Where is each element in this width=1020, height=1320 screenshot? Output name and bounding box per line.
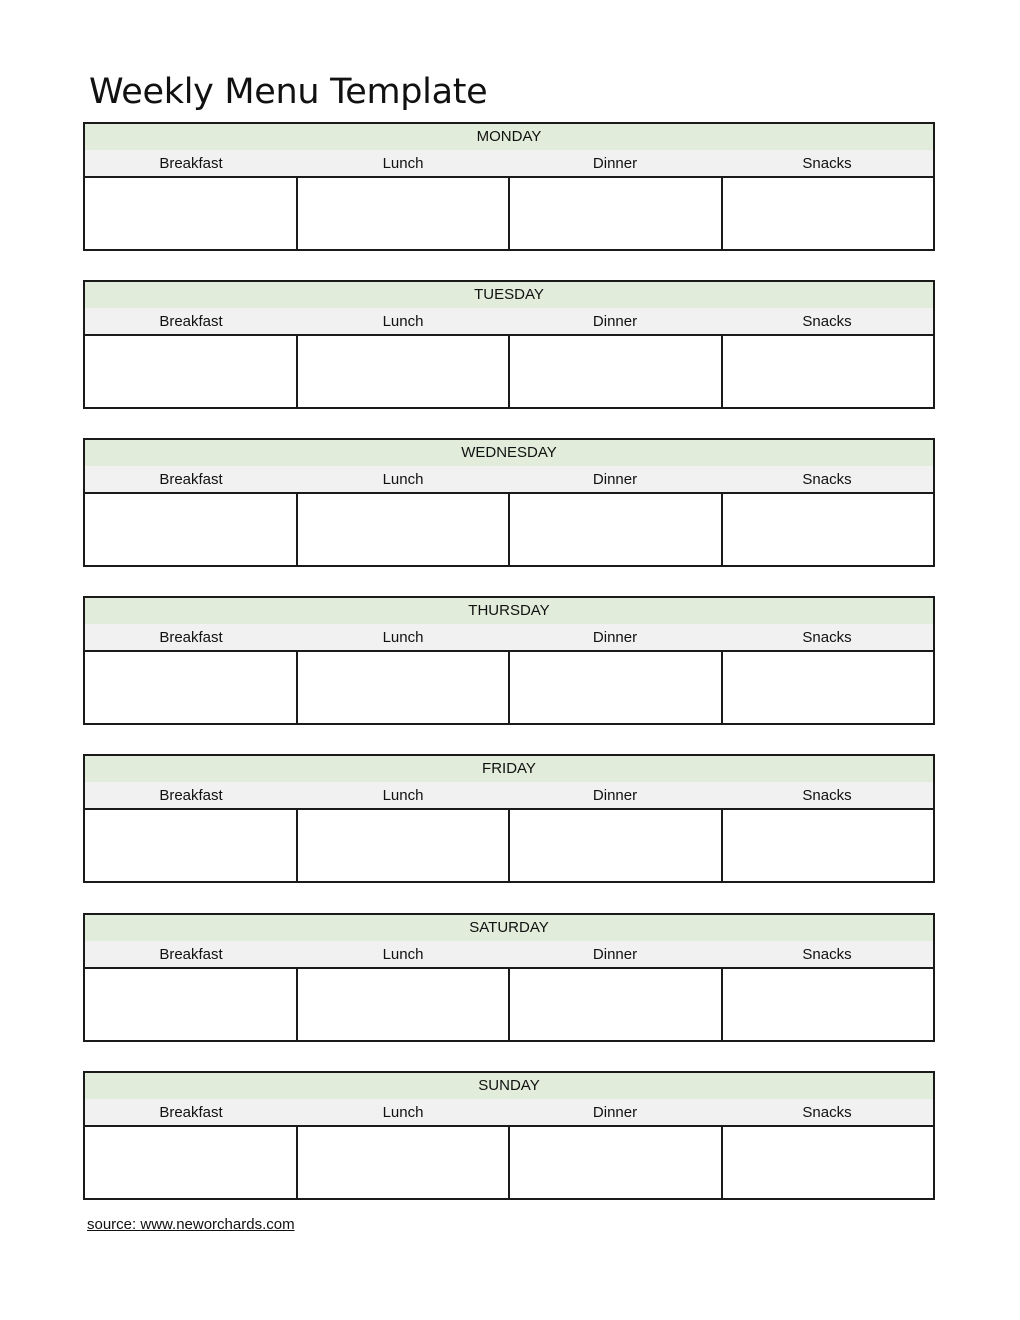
meal-cell-lunch[interactable] — [298, 810, 511, 883]
day-header: THURSDAY — [85, 598, 933, 624]
meal-cell-snacks[interactable] — [723, 336, 934, 409]
meal-cell-breakfast[interactable] — [85, 494, 298, 567]
meal-label-lunch: Lunch — [382, 1104, 424, 1121]
meal-cells-row — [85, 652, 933, 725]
meal-cell-lunch[interactable] — [298, 336, 511, 409]
meal-label-breakfast: Breakfast — [159, 787, 223, 804]
meal-label-lunch: Lunch — [382, 629, 424, 646]
meal-cell-breakfast[interactable] — [85, 178, 298, 251]
meal-label-breakfast: Breakfast — [159, 313, 223, 330]
meal-cell-lunch[interactable] — [298, 969, 511, 1042]
meal-label-dinner: Dinner — [592, 1104, 638, 1121]
meal-label-lunch: Lunch — [382, 787, 424, 804]
meal-cells-row — [85, 336, 933, 409]
meal-label-snacks: Snacks — [802, 629, 852, 646]
meal-cell-lunch[interactable] — [298, 652, 511, 725]
day-header: MONDAY — [85, 124, 933, 150]
meal-cell-dinner[interactable] — [510, 969, 723, 1042]
meal-label-breakfast: Breakfast — [159, 471, 223, 488]
meal-cell-snacks[interactable] — [723, 178, 934, 251]
meal-header-row — [85, 150, 933, 178]
meal-cells-row — [85, 969, 933, 1042]
meal-cell-breakfast[interactable] — [85, 810, 298, 883]
meal-cell-breakfast[interactable] — [85, 652, 298, 725]
meal-cell-snacks[interactable] — [723, 652, 934, 725]
meal-cell-breakfast[interactable] — [85, 1127, 298, 1200]
meal-header-row — [85, 782, 933, 810]
day-header: FRIDAY — [85, 756, 933, 782]
day-table-saturday — [83, 913, 935, 1042]
meal-label-dinner: Dinner — [592, 946, 638, 963]
meal-header-row — [85, 1099, 933, 1127]
meal-label-lunch: Lunch — [382, 471, 424, 488]
day-header: SATURDAY — [85, 915, 933, 941]
meal-label-snacks: Snacks — [802, 1104, 852, 1121]
meal-label-snacks: Snacks — [802, 313, 852, 330]
meal-cell-dinner[interactable] — [510, 810, 723, 883]
meal-label-dinner: Dinner — [592, 629, 638, 646]
day-table-thursday — [83, 596, 935, 725]
meal-cell-lunch[interactable] — [298, 1127, 511, 1200]
day-header: SUNDAY — [85, 1073, 933, 1099]
meal-cell-dinner[interactable] — [510, 494, 723, 567]
day-table-tuesday — [83, 280, 935, 409]
meal-label-breakfast: Breakfast — [159, 155, 223, 172]
meal-cell-dinner[interactable] — [510, 1127, 723, 1200]
meal-cells-row — [85, 810, 933, 883]
meal-header-row — [85, 624, 933, 652]
meal-label-lunch: Lunch — [382, 313, 424, 330]
meal-cell-breakfast[interactable] — [85, 969, 298, 1042]
meal-cell-lunch[interactable] — [298, 178, 511, 251]
meal-cell-dinner[interactable] — [510, 336, 723, 409]
meal-cell-snacks[interactable] — [723, 1127, 934, 1200]
meal-cell-snacks[interactable] — [723, 810, 934, 883]
meal-label-breakfast: Breakfast — [159, 1104, 223, 1121]
meal-cell-snacks[interactable] — [723, 969, 934, 1042]
meal-cell-lunch[interactable] — [298, 494, 511, 567]
meal-label-lunch: Lunch — [382, 155, 424, 172]
meal-cells-row — [85, 494, 933, 567]
meal-cell-dinner[interactable] — [510, 652, 723, 725]
meal-label-snacks: Snacks — [802, 471, 852, 488]
page-title: Weekly Menu Template — [89, 72, 488, 112]
meal-label-snacks: Snacks — [802, 787, 852, 804]
meal-label-dinner: Dinner — [592, 155, 638, 172]
source-link[interactable]: source: www.neworchards.com — [87, 1216, 295, 1233]
day-header: WEDNESDAY — [85, 440, 933, 466]
day-table-wednesday — [83, 438, 935, 567]
meal-header-row — [85, 466, 933, 494]
meal-label-breakfast: Breakfast — [159, 946, 223, 963]
meal-label-dinner: Dinner — [592, 313, 638, 330]
meal-cells-row — [85, 1127, 933, 1200]
meal-label-dinner: Dinner — [592, 787, 638, 804]
day-header: TUESDAY — [85, 282, 933, 308]
meal-label-breakfast: Breakfast — [159, 629, 223, 646]
meal-cells-row — [85, 178, 933, 251]
meal-label-snacks: Snacks — [802, 946, 852, 963]
meal-label-dinner: Dinner — [592, 471, 638, 488]
meal-label-lunch: Lunch — [382, 946, 424, 963]
day-table-friday — [83, 754, 935, 883]
day-table-sunday — [83, 1071, 935, 1200]
meal-cell-breakfast[interactable] — [85, 336, 298, 409]
day-table-monday — [83, 122, 935, 251]
meal-header-row — [85, 941, 933, 969]
meal-cell-dinner[interactable] — [510, 178, 723, 251]
meal-cell-snacks[interactable] — [723, 494, 934, 567]
meal-label-snacks: Snacks — [802, 155, 852, 172]
meal-header-row — [85, 308, 933, 336]
